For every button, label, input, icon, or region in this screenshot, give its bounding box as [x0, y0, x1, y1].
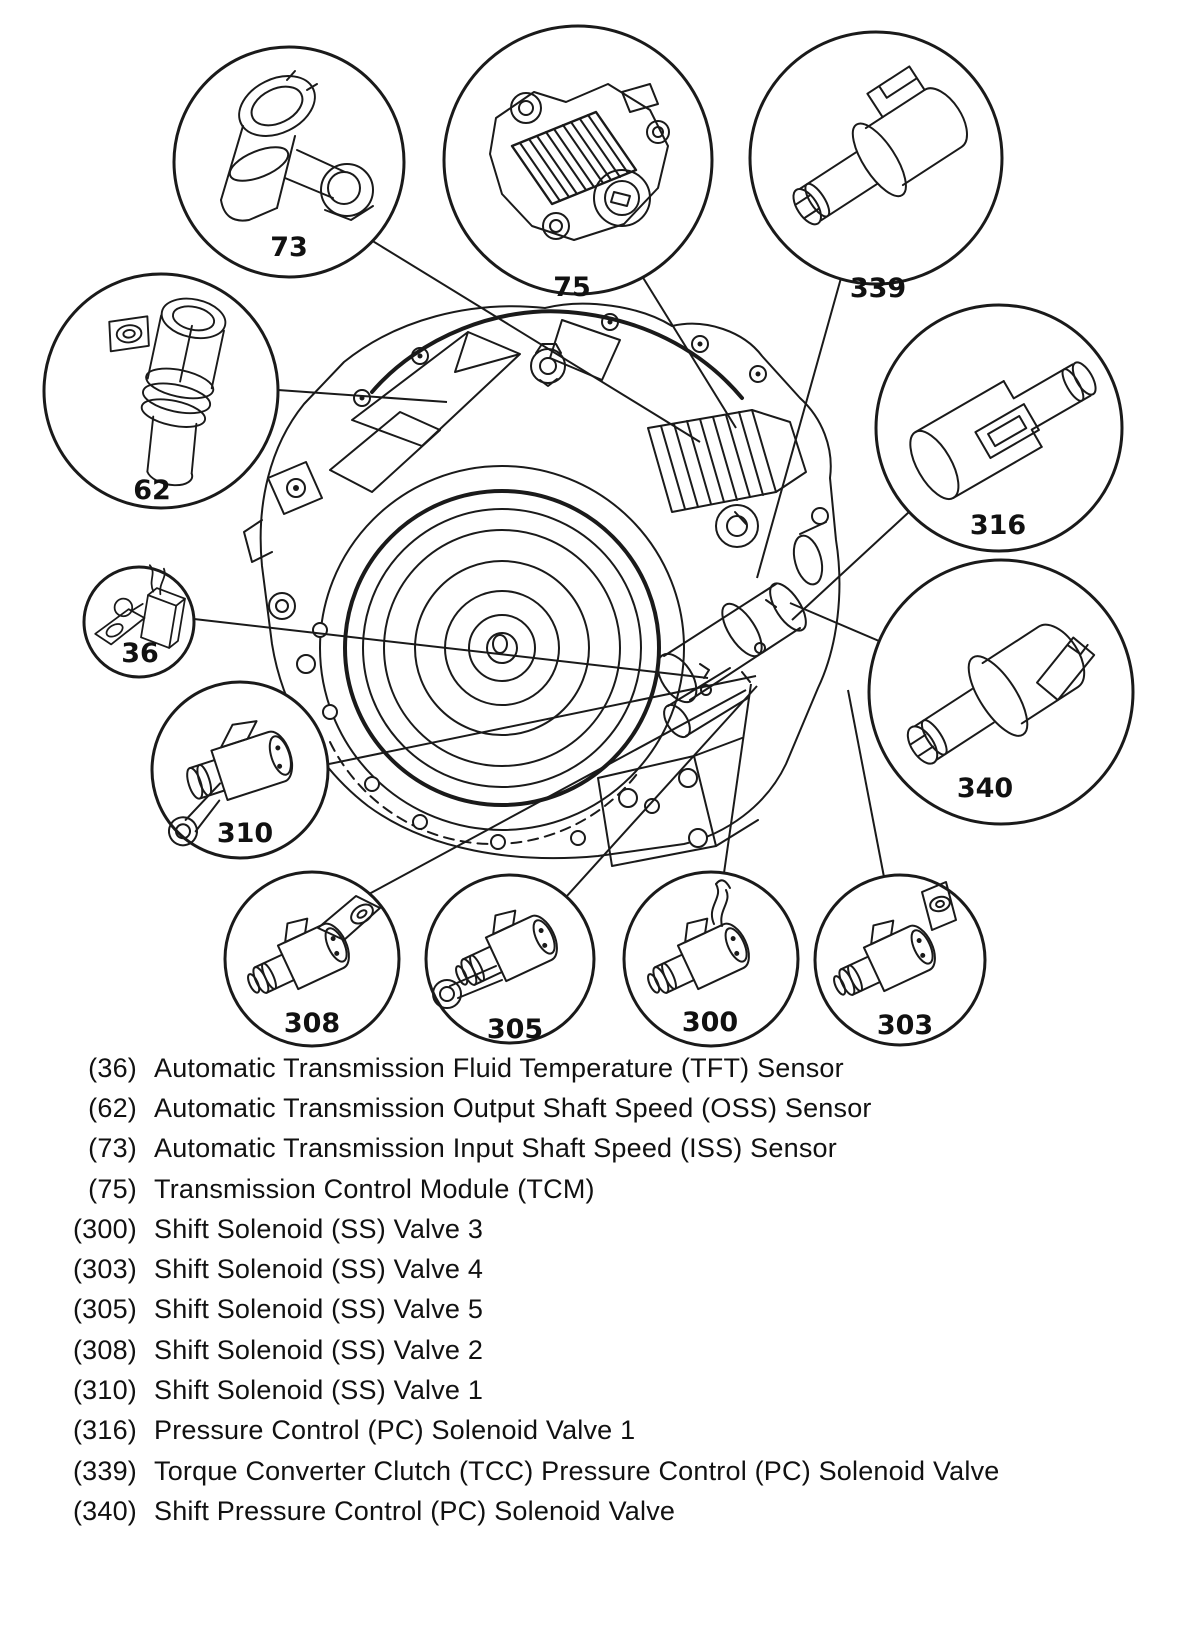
leader-line-300: [724, 684, 751, 873]
legend-number: (316): [72, 1415, 137, 1446]
legend-text: Shift Solenoid (SS) Valve 3: [154, 1213, 484, 1244]
legend-number: (75): [88, 1173, 137, 1204]
callout-300: [624, 872, 798, 1046]
leader-line-316: [792, 512, 909, 620]
callout-label-339: 339: [849, 273, 907, 304]
legend-text: Shift Solenoid (SS) Valve 4: [154, 1254, 484, 1285]
legend-text: Shift Solenoid (SS) Valve 1: [154, 1375, 484, 1406]
callout-340: [869, 560, 1133, 824]
callout-303: [815, 875, 985, 1045]
callout-339: [750, 32, 1002, 304]
legend-text: Automatic Transmission Input Shaft Speed (ISS) Sensor: [154, 1133, 837, 1164]
legend-number: (308): [72, 1334, 137, 1365]
leader-line-36: [194, 619, 708, 678]
callout-label-310: 310: [216, 818, 274, 849]
legend-item-316: [0, 1411, 1200, 1451]
legend-number: (73): [88, 1133, 137, 1164]
legend-number: (305): [72, 1294, 137, 1325]
legend-item-300: [0, 1209, 1200, 1249]
left-case-ears: [244, 462, 322, 673]
legend-number: (36): [88, 1052, 137, 1083]
legend-item-36: [0, 1048, 1200, 1088]
vent-cap: [531, 344, 565, 386]
callout-label-340: 340: [956, 773, 1014, 804]
leader-line-75: [642, 276, 736, 428]
transmission-illustration: [244, 304, 839, 866]
leader-line-339: [757, 278, 841, 578]
legend-item-339: [0, 1451, 1200, 1491]
legend-text: Shift Solenoid (SS) Valve 5: [154, 1294, 484, 1325]
right-output-area: [789, 508, 828, 588]
callout-label-308: 308: [283, 1008, 341, 1039]
legend-text: Automatic Transmission Output Shaft Speed (OSS) Sensor: [154, 1092, 872, 1123]
callout-310: [143, 682, 328, 858]
legend-item-75: [0, 1169, 1200, 1209]
legend-number: (340): [72, 1495, 137, 1526]
flange-bolt-holes: [313, 623, 659, 849]
callout-36: [84, 565, 194, 677]
callout-305: [426, 875, 594, 1045]
callout-circle-75: [444, 26, 712, 294]
legend-number: (303): [72, 1254, 137, 1285]
legend-number: (62): [88, 1092, 137, 1123]
shift-shaft-knob: [716, 505, 758, 547]
legend-item-73: [0, 1129, 1200, 1169]
case-solenoid-cluster: [650, 578, 813, 742]
callout-62: [44, 274, 278, 508]
callout-308: [225, 872, 399, 1046]
legend-text: Transmission Control Module (TCM): [154, 1173, 595, 1204]
legend-text: Automatic Transmission Fluid Temperature (TFT) Sensor: [154, 1052, 844, 1083]
callout-label-316: 316: [969, 510, 1027, 541]
callout-label-75: 75: [553, 272, 591, 303]
leader-line-308: [369, 690, 746, 894]
legend-text: Shift Pressure Control (PC) Solenoid Valve: [154, 1495, 676, 1526]
callout-label-36: 36: [121, 638, 159, 669]
legend-number: (300): [72, 1213, 137, 1244]
legend-text: Shift Solenoid (SS) Valve 2: [154, 1334, 484, 1365]
callout-label-73: 73: [270, 232, 308, 263]
legend-item-340: [0, 1491, 1200, 1531]
callout-label-305: 305: [486, 1014, 544, 1045]
leader-line-305: [566, 686, 757, 897]
legend-item-310: [0, 1370, 1200, 1410]
legend-text: Pressure Control (PC) Solenoid Valve 1: [154, 1415, 636, 1446]
legend: [0, 1048, 1200, 1532]
callout-75: [444, 26, 712, 303]
callout-circle-339: [750, 32, 1002, 284]
callout-316: [876, 305, 1122, 551]
legend-text: Torque Converter Clutch (TCC) Pressure Control (PC) Solenoid Valve: [154, 1455, 1000, 1486]
callout-label-303: 303: [876, 1010, 934, 1041]
callout-73: [174, 47, 404, 277]
legend-number: (339): [72, 1455, 137, 1486]
callout-label-62: 62: [133, 475, 171, 506]
legend-item-305: [0, 1290, 1200, 1330]
legend-number: (310): [72, 1375, 137, 1406]
legend-item-62: [0, 1088, 1200, 1128]
legend-item-308: [0, 1330, 1200, 1370]
callout-label-300: 300: [681, 1007, 739, 1038]
legend-item-303: [0, 1249, 1200, 1289]
